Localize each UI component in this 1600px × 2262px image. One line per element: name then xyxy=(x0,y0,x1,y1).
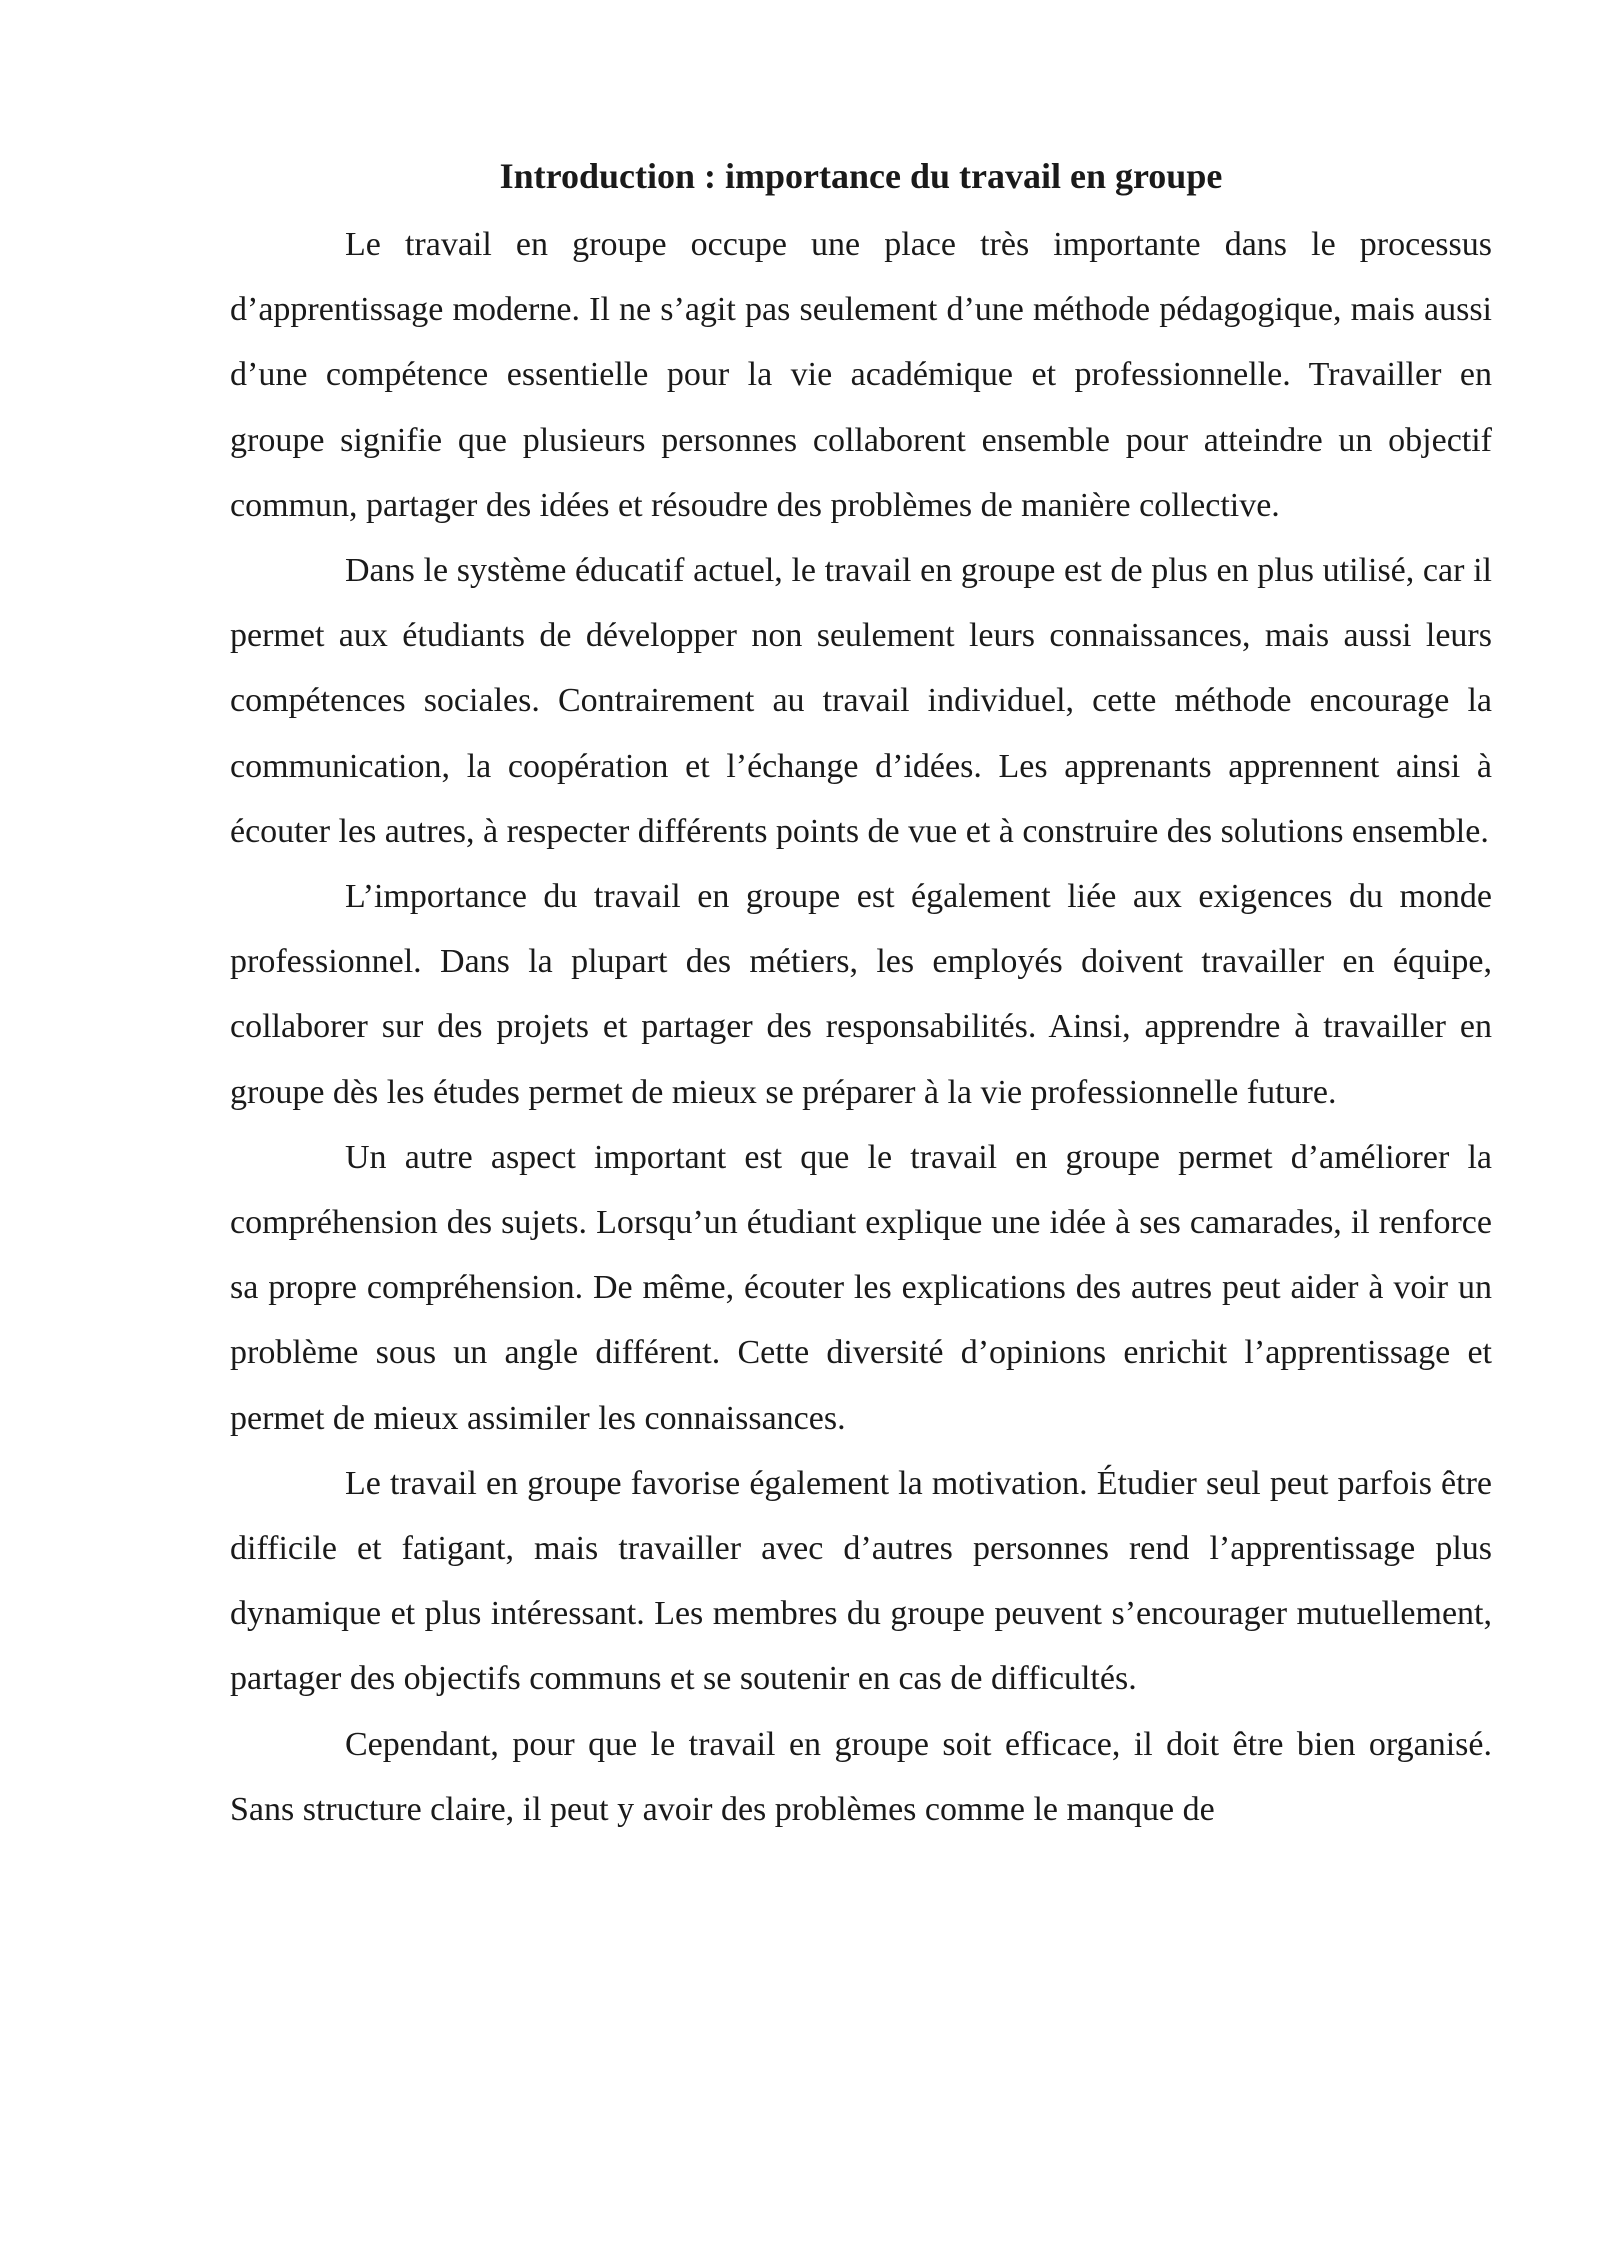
document-title: Introduction : importance du travail en groupe xyxy=(499,156,1223,196)
paragraph-2: Dans le système éducatif actuel, le travail en groupe est de plus en plus utilisé, car il permet aux étudiants de développer non seulement leurs connaissances, mais aussi leurs compétences sociales. Contrairement au travail individuel, cette méthode encourage la communication, la coopération et l’échange d’idées. Les apprenants apprennent ainsi à écouter les autres, à respecter différents points de vue et à construire des solutions ensemble. xyxy=(230,552,1492,850)
paragraph-4: Un autre aspect important est que le travail en groupe permet d’améliorer la compréhension des sujets. Lorsqu’un étudiant explique une idée à ses camarades, il renforce sa propre compréhension. De même, écouter les explications des autres peut aider à voir un problème sous un angle différent. Cette diversité d’opinions enrichit l’apprentissage et permet de mieux assimiler les connaissances. xyxy=(230,1138,1492,1437)
paragraph-3: L’importance du travail en groupe est également liée aux exigences du monde professionnel. Dans la plupart des métiers, les employés doivent travailler en équipe, collaborer sur des projets et partager des responsabilités. Ainsi, apprendre à travailler en groupe dès les études permet de mieux se préparer à la vie professionnelle future. xyxy=(230,878,1492,1111)
document-body xyxy=(230,148,1492,1842)
paragraph-5: Le travail en groupe favorise également la motivation. Étudier seul peut parfois être difficile et fatigant, mais travailler avec d’autres personnes rend l’apprentissage plus dynamique et plus intéressant. Les membres du groupe peuvent s’encourager mutuellement, partager des objectifs communs et se soutenir en cas de difficultés. xyxy=(230,1464,1492,1698)
paragraph-6: Cependant, pour que le travail en groupe soit efficace, il doit être bien organisé. Sans structure claire, il peut y avoir des problèmes comme le manque de xyxy=(230,1725,1492,1828)
paragraph-1: Le travail en groupe occupe une place très importante dans le processus d’apprentissage moderne. Il ne s’agit pas seulement d’une méthode pédagogique, mais aussi d’une compétence essentielle pour la vie académique et professionnelle. Travailler en groupe signifie que plusieurs personnes collaborent ensemble pour atteindre un objectif commun, partager des idées et résoudre des problèmes de manière collective. xyxy=(230,226,1492,524)
